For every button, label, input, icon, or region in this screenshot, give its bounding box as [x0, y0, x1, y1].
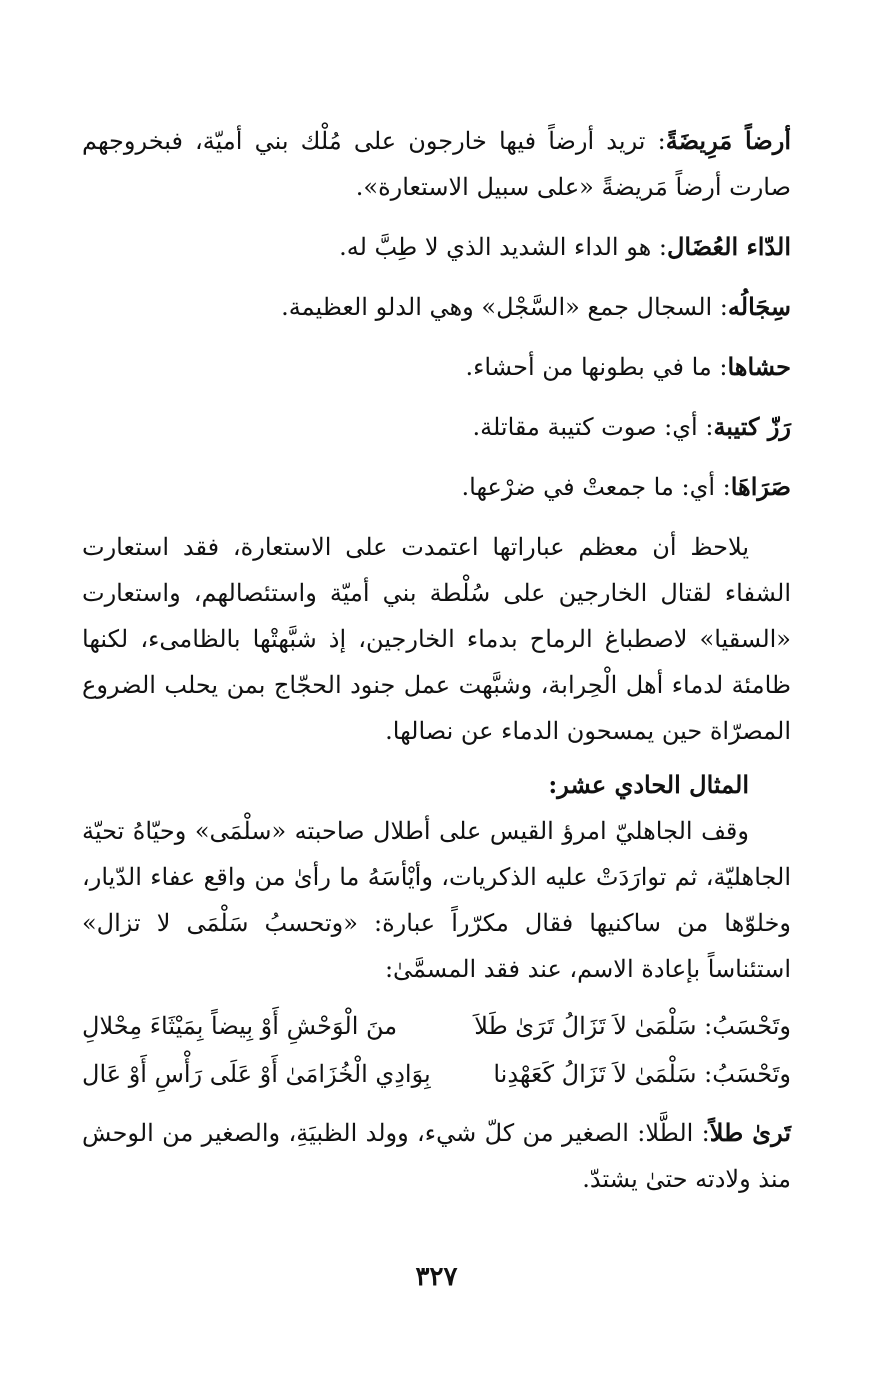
gloss-hashaha [82, 344, 791, 390]
gloss-text: : أي: صوت كتيبة مقاتلة. [472, 413, 714, 441]
verse-line [82, 1002, 791, 1050]
gloss-term: صَرَاهَا [730, 472, 791, 501]
gloss-term: حشاها [727, 352, 791, 381]
gloss-term: تَرىٰ طلاً [709, 1118, 792, 1147]
gloss-text: : ما في بطونها من أحشاء. [465, 353, 728, 381]
gloss-term: رَزّ كتيبة [713, 412, 791, 441]
verse-first-hemistich: وتَحْسَبُ: سَلْمَىٰ لاَ تَزَالُ كَعَهْدِنا [493, 1060, 791, 1088]
gloss-saraha [82, 464, 791, 510]
gloss-term: أرضاً مَرِيضَةً [665, 126, 792, 155]
gloss-text: : السجال جمع «السَّجْل» وهي الدلو العظيمة. [281, 293, 728, 321]
gloss-ard-marida [82, 118, 791, 210]
analysis-paragraph: يلاحظ أن معظم عباراتها اعتمدت على الاستعارة، فقد استعارت الشفاء لقتال الخارجين على سُلْطة بني أميّة واستئصالهم، واستعارت «السقيا» لاصطباغ الرماح بدماء الخارجين، إذ شبَّهتْها بالظامىء، لكنها ظامئة لدماء أهل الْحِرابة، وشبَّهت عمل جنود الحجّاج بمن يحلب الضروع المصرّاة حين يمسحون الدماء عن نصالها. [82, 533, 791, 745]
gloss-sijaluh [82, 284, 791, 330]
gloss-dai-udal [82, 224, 791, 270]
example-intro-paragraph: وقف الجاهليّ امرؤ القيس على أطلال صاحبته «سلْمَى» وحيّاهُ تحيّة الجاهليّة، ثم توارَدَتْ عليه الذكريات، وأيْأسَهُ ما رأىٰ من واقع عفاء الدّيار، وخلوّها من ساكنيها فقال مكرّراً عبارة: «وتحسبُ سَلْمَى لا تزال» استئناساً بإعادة الاسم، عند فقد المسمَّىٰ: [82, 817, 791, 983]
verse-second-hemistich: بِوَادِي الْخُزَامَىٰ أَوْ عَلَى رَأْسِ أَوْ عَال [82, 1060, 431, 1088]
page-number: ٣٢٧ [415, 1262, 458, 1292]
gloss-text: : الطَّلا: الصغير من كلّ شيء، وولد الظبيَةِ، والصغير من الوحش منذ ولادته حتىٰ يشتدّ. [82, 1119, 791, 1193]
poem-verses [82, 1002, 791, 1098]
gloss-text: : تريد أرضاً فيها خارجون على مُلْك بني أميّة، فبخروجهم صارت أرضاً مَريضةً «على سبيل الاستعارة». [82, 127, 791, 201]
verse-line [82, 1050, 791, 1098]
verse-second-hemistich: منَ الْوَحْشِ أَوْ بِيضاً بِمَيْثَاءَ مِحْلالِ [82, 1012, 398, 1040]
gloss-razz-katiba [82, 404, 791, 450]
gloss-term: الدّاء العُضَال [666, 232, 791, 261]
gloss-text: : هو الداء الشديد الذي لا طِبَّ له. [339, 233, 667, 261]
verse-first-hemistich: وتَحْسَبُ: سَلْمَىٰ لاَ تَزَالُ تَرَىٰ طَلاَ [474, 1012, 791, 1040]
gloss-text: : أي: ما جمعتْ في ضرْعها. [461, 473, 731, 501]
example-heading: المثال الحادي عشر: [548, 770, 749, 799]
gloss-tara-tala [82, 1110, 791, 1202]
gloss-term: سِجَالُه [727, 292, 791, 321]
